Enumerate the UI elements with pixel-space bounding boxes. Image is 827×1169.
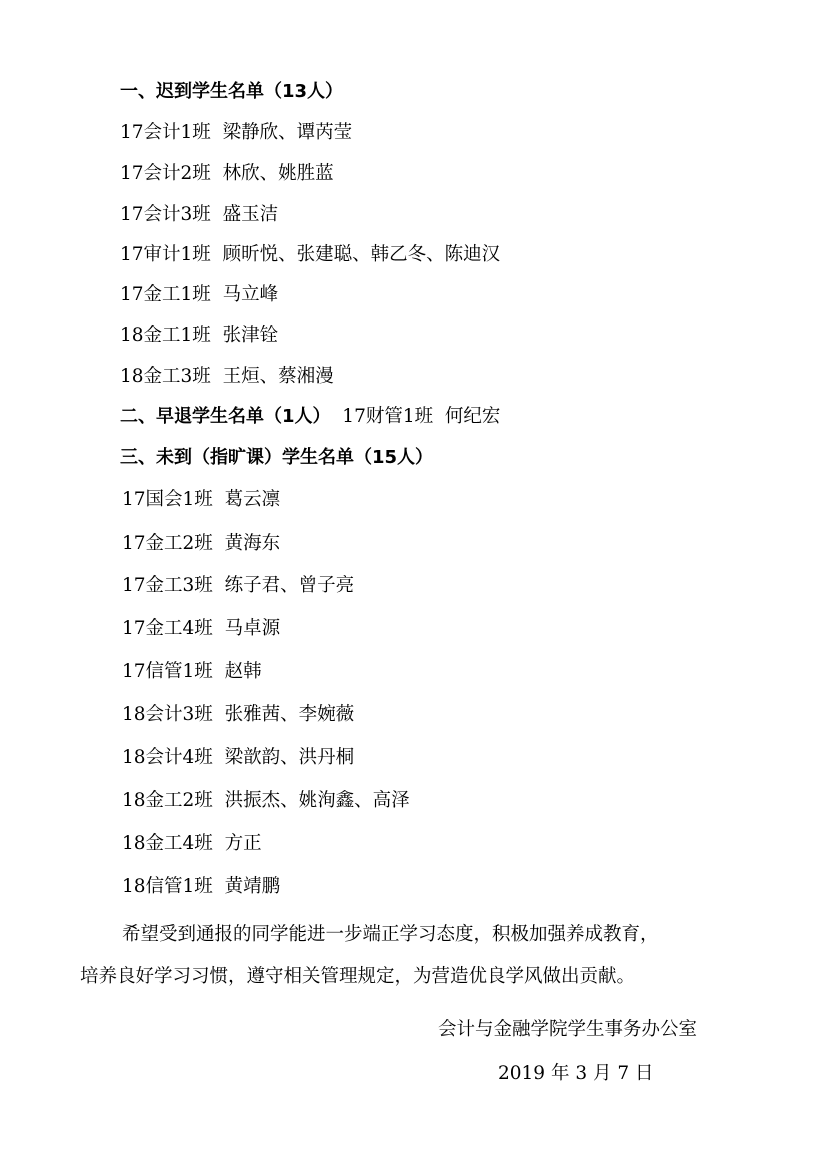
class-name: 17信管1班 xyxy=(122,661,213,682)
list-item xyxy=(122,703,354,727)
student-names: 黄靖鹏 xyxy=(224,876,281,897)
section2-line xyxy=(120,405,500,429)
student-names: 盛玉洁 xyxy=(222,204,279,225)
student-names: 林欣、姚胜蓝 xyxy=(222,163,334,184)
class-name: 17财管1班 xyxy=(342,406,434,427)
student-names: 葛云凛 xyxy=(224,489,281,510)
list-item xyxy=(120,243,500,267)
student-names: 顾昕悦、张建聪、韩乙冬、陈迪汉 xyxy=(222,244,501,265)
class-name: 17金工1班 xyxy=(120,284,211,305)
list-item xyxy=(120,283,278,307)
student-names: 梁歆韵、洪丹桐 xyxy=(224,747,355,768)
student-names: 梁静欣、谭芮莹 xyxy=(222,122,353,143)
closing-paragraph-line2: 培养良好学习习惯，遵守相关管理规定，为营造优良学风做出贡献。 xyxy=(80,966,636,987)
list-item xyxy=(120,162,334,186)
student-names: 王烜、蔡湘漫 xyxy=(222,366,334,387)
student-names: 黄海东 xyxy=(224,533,281,554)
list-item xyxy=(122,789,410,813)
class-name: 18金工3班 xyxy=(120,366,211,387)
class-name: 17金工4班 xyxy=(122,618,213,639)
list-item xyxy=(120,324,278,348)
class-name: 17审计1班 xyxy=(120,244,211,265)
class-name: 18金工2班 xyxy=(122,790,213,811)
class-name: 17会计2班 xyxy=(120,163,211,184)
list-item xyxy=(122,488,280,512)
student-names: 张雅茜、李婉薇 xyxy=(224,704,355,725)
section3-heading: 三、未到（指旷课）学生名单（15人） xyxy=(120,447,434,468)
student-names: 赵韩 xyxy=(224,661,262,682)
class-name: 18会计4班 xyxy=(122,747,213,768)
list-item xyxy=(122,532,280,556)
list-item xyxy=(122,617,280,641)
class-name: 18信管1班 xyxy=(122,876,213,897)
class-name: 18金工1班 xyxy=(120,325,211,346)
list-item xyxy=(122,746,354,770)
student-names: 马卓源 xyxy=(224,618,281,639)
student-names: 洪振杰、姚洵鑫、高泽 xyxy=(224,790,410,811)
list-item xyxy=(120,365,334,389)
list-item xyxy=(122,832,262,856)
student-names: 练子君、曾子亮 xyxy=(224,575,355,596)
class-name: 17会计1班 xyxy=(120,122,211,143)
list-item xyxy=(120,121,352,145)
document-date: 2019 年 3 月 7 日 xyxy=(498,1063,654,1084)
student-names: 张津铨 xyxy=(222,325,279,346)
class-name: 17会计3班 xyxy=(120,204,211,225)
list-item xyxy=(122,574,354,598)
list-item xyxy=(120,203,278,227)
class-name: 18金工4班 xyxy=(122,833,213,854)
student-names: 方正 xyxy=(224,833,262,854)
class-name: 17金工2班 xyxy=(122,533,213,554)
office-signature: 会计与金融学院学生事务办公室 xyxy=(438,1019,698,1040)
class-name: 17金工3班 xyxy=(122,575,213,596)
list-item xyxy=(122,875,280,899)
section2-heading: 二、早退学生名单（1人） xyxy=(120,406,331,427)
class-name: 18会计3班 xyxy=(122,704,213,725)
list-item xyxy=(122,660,262,684)
closing-paragraph-line1: 希望受到通报的同学能进一步端正学习态度，积极加强养成教育， xyxy=(122,924,659,945)
student-names: 何纪宏 xyxy=(444,406,501,427)
student-names: 马立峰 xyxy=(222,284,279,305)
class-name: 17国会1班 xyxy=(122,489,213,510)
section1-heading: 一、迟到学生名单（13人） xyxy=(120,81,344,102)
